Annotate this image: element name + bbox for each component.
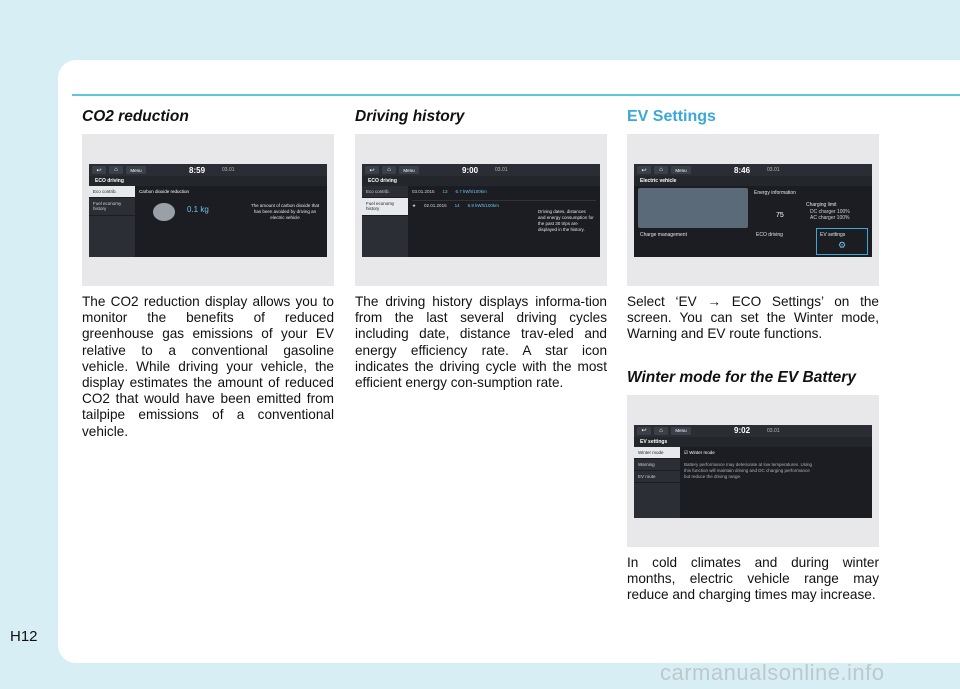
co2-section [82,108,334,440]
winter-option: ☑ Winter mode [684,449,715,455]
home-icon: ⌂ [109,166,123,174]
screen-title: ECO driving [362,176,600,186]
car-icon [153,203,175,221]
row-km: 13 [442,189,448,194]
gear-icon: ⚙ [837,240,847,250]
winter-screen [634,425,872,518]
back-icon: ↩ [637,166,651,174]
back-icon: ↩ [637,427,651,435]
ev-screenshot [627,134,879,286]
side-item: Eco contrib. [362,186,408,198]
co2-heading: CO2 reduction [82,108,189,125]
clock: 8:46 [734,165,751,175]
screen-title: ECO driving [89,176,327,186]
history-screenshot [355,134,607,286]
home-icon: ⌂ [654,427,668,435]
charging-limit: Charging limit [806,202,837,208]
ac-charger: AC charger 100% [810,215,850,221]
energy-info: Energy information [754,190,796,196]
menu-button: Menu [671,427,691,435]
back-icon: ↩ [92,166,106,174]
co2-body: The CO2 reduction display allows you to monitor the benefits of reduced greenhouse gas emissions of your EV relative to a conventional gasoline vehicle. While driving your vehicle, the display estimates the amount of reduced CO2 that would have been emitted from tailpipe emissions of a conventional vehicle. [82,294,334,439]
history-row [412,189,596,201]
menu-button: Menu [671,166,691,174]
clock: 9:00 [462,165,479,175]
clock: 8:59 [189,165,206,175]
history-heading: Driving history [355,108,465,125]
history-screen [362,164,600,257]
winter-body: In cold climates and during winter months, electric vehicle range may reduce and charging times may increase. [627,554,879,603]
row-km: 14 [454,203,460,208]
side-item: Fuel economy history [362,198,408,216]
side-item: Warning [634,459,680,471]
page-number: H12 [10,628,38,645]
winter-screenshot [627,395,879,547]
menu-button: Menu [399,166,419,174]
dc-charger: DC charger 100% [810,209,850,215]
screen-title: EV settings [634,437,872,447]
date: 03.01 [767,167,780,173]
header-rule [72,94,960,96]
row-rate: 5.9 kWh/100km [467,203,499,208]
driving-history-section [355,108,607,391]
history-body: The driving history displays informa-tion from the last several driving cycles including date, distance trav-eled and energy efficiency rate. A star icon indicates the driving cycle with the most efficient energy con-sumption rate. [355,294,607,391]
side-item: Eco contrib. [89,186,135,198]
eco-driving: ECO driving [756,232,783,238]
watermark: carmanualsonline.info [660,660,885,685]
history-note: Driving dates, distances and energy consumption for the past 30 trips are displayed in the history. [538,209,594,232]
winter-heading: Winter mode for the EV Battery [627,368,856,386]
home-icon: ⌂ [382,166,396,174]
date: 03.01 [495,167,508,173]
winter-option-label: Winter mode [689,449,715,455]
clock: 9:02 [734,426,751,436]
screen-title: Electric vehicle [634,176,872,186]
row-date: 03.01.2015 [412,189,435,194]
star-icon: ★ [412,203,417,208]
ev-settings-body: Select ‘EV → ECO Settings’ on the screen. You can set the Winter mode, Warning and EV route functions. [627,294,879,342]
back-icon: ↩ [365,166,379,174]
page-edge [938,60,960,663]
co2-screenshot [82,134,334,286]
date: 03.01 [222,167,235,173]
map-area [638,188,748,228]
charge-management: Charge management [640,232,687,238]
row-date: 02.01.2015 [424,203,447,208]
date: 03.01 [767,427,780,434]
side-item: Fuel economy history [89,198,135,216]
side-item: EV route [634,471,680,483]
co2-value: 0.1 kg [187,205,209,214]
ev-settings-label: EV settings [820,232,846,238]
ev-settings-button [816,228,868,255]
content-title: Carbon dioxide reduction [139,189,190,194]
co2-screen [89,164,327,257]
ev-settings-section [627,108,879,603]
ev-settings-heading: EV Settings [627,108,716,125]
row-rate: 6.7 kWh/100km [455,189,487,194]
ev-screen [634,164,872,257]
menu-button: Menu [126,166,146,174]
battery-level: 75 [776,212,784,219]
home-icon: ⌂ [654,166,668,174]
winter-desc: Battery performance may deteriorate at low temperatures. Using this function will maintain driving and DC charging performance but reduce the driving range. [684,461,813,479]
side-item: Winter mode [634,447,680,459]
co2-note: The amount of carbon dioxide that has been avoided by driving an electric vehicle [250,203,320,220]
